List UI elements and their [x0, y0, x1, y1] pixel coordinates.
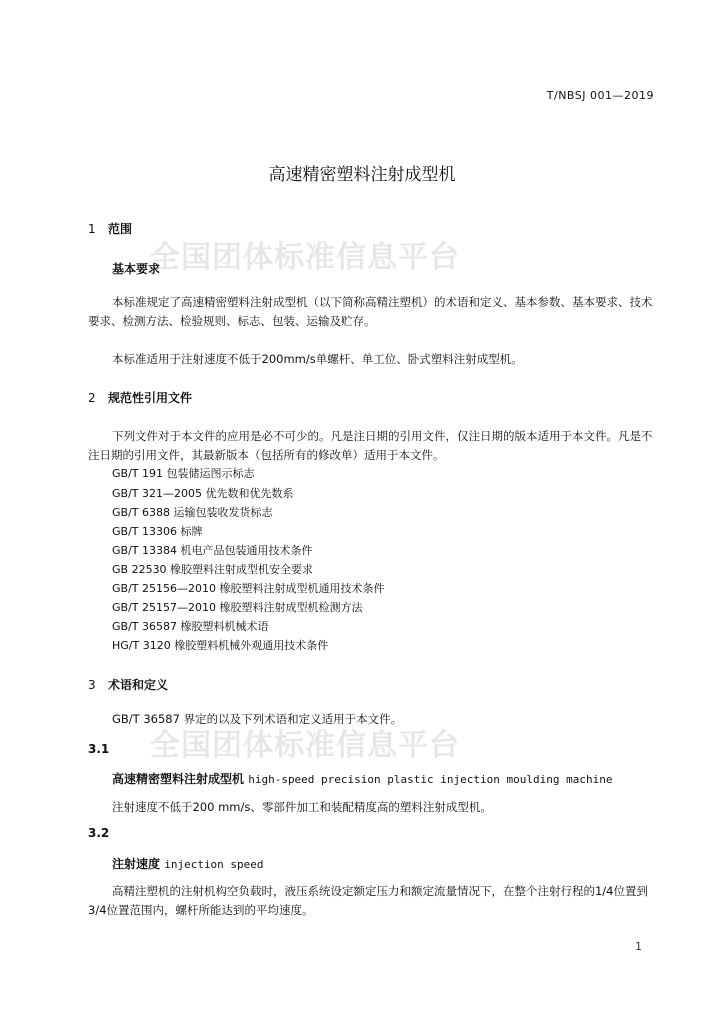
clause-number: 3.1 [88, 742, 110, 756]
paragraph: 本标准规定了高速精密塑料注射成型机（以下简称高精注塑机）的术语和定义、基本参数、基本要求、技术要求、检测方法、检验规则、标志、包装、运输及贮存。 [88, 295, 653, 328]
paragraph: GB/T 36587 界定的以及下列术语和定义适用于本文件。 [112, 712, 403, 726]
section-number: 1 [88, 222, 96, 236]
reference-item: GB/T 36587 橡胶塑料机械术语 [112, 620, 269, 633]
reference-item: GB/T 191 包装储运图示标志 [112, 467, 255, 480]
term-title [112, 770, 612, 787]
section-title: 范围 [108, 222, 133, 236]
reference-item: GB 22530 橡胶塑料注射成型机安全要求 [112, 563, 314, 576]
section-heading [88, 676, 168, 693]
section-number: 2 [88, 391, 96, 405]
watermark: 全国团体标准信息平台 [150, 240, 460, 275]
section-number: 3 [88, 678, 96, 692]
document-code: T/NBSJ 001—2019 [546, 89, 654, 102]
reference-item: GB/T 321—2005 优先数和优先数系 [112, 487, 294, 500]
term-definition: 高精注塑机的注射机构空负载时，液压系统设定额定压力和额定流量情况下，在整个注射行程的1/4位置到3/4位置范围内，螺杆所能达到的平均速度。 [88, 884, 649, 917]
reference-item: GB/T 13306 标牌 [112, 525, 203, 538]
reference-item: GB/T 25157—2010 橡胶塑料注射成型机检测方法 [112, 601, 363, 614]
reference-item: GB/T 6388 运输包装收发货标志 [112, 506, 273, 519]
section-title: 术语和定义 [108, 678, 169, 692]
reference-item: HG/T 3120 橡胶塑料机械外观通用技术条件 [112, 639, 329, 652]
term-definition: 注射速度不低于200 mm/s、零部件加工和装配精度高的塑料注射成型机。 [112, 800, 492, 814]
term-title [112, 855, 264, 872]
sub-heading: 基本要求 [112, 262, 161, 276]
page-number: 1 [635, 940, 642, 953]
term-english: high-speed precision plastic injection moulding machine [248, 773, 613, 786]
paragraph: 下列文件对于本文件的应用是必不可少的。凡是注日期的引用文件，仅注日期的版本适用于本文件。凡是不注日期的引用文件，其最新版本（包括所有的修改单）适用于本文件。 [88, 429, 653, 462]
section-heading [88, 220, 132, 237]
term-chinese: 注射速度 [112, 857, 161, 871]
document-title: 高速精密塑料注射成型机 [268, 165, 456, 185]
clause-number: 3.2 [88, 826, 110, 840]
section-heading [88, 389, 192, 406]
paragraph: 本标准适用于注射速度不低于200mm/s单螺杆、单工位、卧式塑料注射成型机。 [112, 352, 523, 366]
section-title: 规范性引用文件 [108, 391, 193, 405]
reference-item: GB/T 25156—2010 橡胶塑料注射成型机通用技术条件 [112, 582, 385, 595]
watermark: 全国团体标准信息平台 [150, 728, 460, 763]
term-chinese: 高速精密塑料注射成型机 [112, 772, 245, 786]
term-english: injection speed [164, 858, 264, 871]
reference-item: GB/T 13384 机电产品包装通用技术条件 [112, 544, 313, 557]
